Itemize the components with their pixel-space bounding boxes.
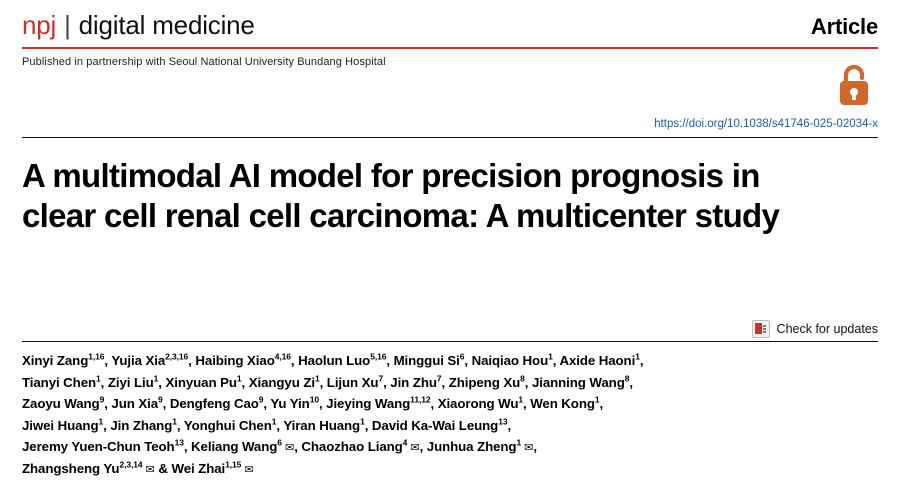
author-affiliation-marker: 6	[277, 437, 282, 448]
author-separator: ,	[188, 353, 196, 368]
author-separator: ,	[162, 396, 170, 412]
author-name: Haolun Luo	[298, 353, 371, 368]
doi-link[interactable]: https://doi.org/10.1038/s41746-025-02034-x	[654, 118, 878, 130]
author-affiliation-marker: 13	[174, 437, 184, 448]
author-name: Lijun Xu	[326, 374, 379, 390]
author-affiliation-marker: 13	[498, 416, 508, 427]
journal-brand	[22, 10, 255, 41]
author-line	[22, 393, 878, 415]
author-name: Jin Zhu	[390, 374, 437, 390]
author-affiliation-marker: 6	[459, 351, 465, 362]
author-affiliation-marker: 1	[98, 416, 104, 427]
author-name: Wei Zhai	[171, 460, 226, 476]
journal-brand-title: digital medicine	[78, 10, 255, 40]
author-affiliation-marker: 2,3,14	[119, 459, 143, 470]
author-separator: ,	[319, 374, 327, 390]
author-affiliation-marker: 9	[158, 394, 163, 405]
author-name: Jiwei Huang	[22, 417, 99, 433]
author-separator: ,	[383, 374, 391, 390]
author-separator: ,	[464, 353, 472, 368]
author-affiliation-marker: 1	[236, 373, 242, 384]
corresponding-author-email-icon[interactable]: ✉	[521, 442, 534, 455]
author-separator: ,	[441, 374, 449, 390]
author-affiliation-marker: 1	[360, 416, 365, 427]
author-affiliation-marker: 2,3,16	[165, 351, 189, 362]
author-name: Xinyi Zang	[22, 353, 89, 368]
author-name: Yujia Xia	[111, 353, 166, 368]
author-separator: ,	[176, 417, 184, 433]
author-affiliation-marker: 1	[314, 373, 320, 384]
author-affiliation-marker: 1,16	[88, 351, 105, 362]
author-affiliation-marker: 4	[402, 437, 408, 448]
author-name: Xinyuan Pu	[165, 374, 237, 390]
author-name: Xiangyu Zi	[248, 374, 315, 390]
author-affiliation-marker: 8	[624, 373, 630, 384]
author-line	[22, 415, 878, 437]
author-affiliation-marker: 7	[378, 373, 384, 384]
author-separator: ,	[104, 396, 112, 412]
author-separator: ,	[241, 374, 249, 390]
author-separator: ,	[158, 374, 166, 390]
authors-divider	[22, 341, 878, 342]
author-separator: ,	[599, 396, 604, 412]
author-separator: ,	[276, 417, 284, 433]
author-affiliation-marker: 1	[271, 416, 277, 427]
author-separator: ,	[629, 374, 633, 390]
author-name: Dengfeng Cao	[169, 396, 259, 412]
open-access-icon	[830, 60, 878, 112]
author-separator: ,	[104, 353, 112, 368]
author-affiliation-marker: 1	[172, 416, 177, 427]
author-affiliation-marker: 11,12	[410, 394, 431, 405]
author-name: Jun Xia	[111, 396, 158, 412]
author-name: Axide Haoni	[559, 353, 636, 368]
corresponding-author-email-icon[interactable]: ✉	[142, 463, 155, 476]
author-affiliation-marker: 1	[635, 351, 640, 362]
author-separator: ,	[552, 353, 560, 368]
author-affiliation-marker: 9	[258, 394, 264, 405]
author-name: Xiaorong Wu	[437, 396, 519, 412]
author-affiliation-marker: 5,16	[370, 351, 387, 362]
author-name: Zaoyu Wang	[22, 396, 100, 412]
doi-row	[22, 114, 878, 132]
author-line	[22, 350, 878, 372]
page-title: A multimodal AI model for precision prognosis in clear cell renal cell carcinoma: A multicenter study	[22, 157, 780, 234]
author-affiliation-marker: 8	[520, 373, 525, 384]
journal-brand-npj: npj	[22, 10, 57, 40]
author-name: Wen Kong	[530, 396, 595, 412]
author-affiliation-marker: 7	[436, 373, 442, 384]
author-name: Chaozhao Liang	[301, 439, 403, 455]
masthead-divider	[22, 47, 878, 49]
author-name: Junhua Zheng	[426, 439, 517, 455]
author-line	[22, 436, 878, 458]
author-affiliation-marker: 1	[96, 373, 101, 384]
author-separator: ,	[533, 439, 537, 455]
author-name: Keliang Wang	[191, 439, 278, 455]
author-separator: ,	[103, 417, 111, 433]
author-affiliation-marker: 10	[309, 394, 319, 405]
author-name: Ziyi Liu	[107, 374, 154, 390]
author-name: Yu Yin	[270, 396, 310, 412]
author-affiliation-marker: 1	[153, 373, 159, 384]
author-separator: ,	[522, 396, 531, 412]
author-separator: ,	[100, 374, 108, 390]
author-name: Zhangsheng Yu	[22, 460, 120, 476]
author-affiliation-marker: 1	[516, 437, 522, 448]
author-separator: ,	[430, 396, 438, 412]
author-affiliation-marker: 9	[99, 394, 105, 405]
author-name: Minggui Si	[393, 353, 460, 368]
author-affiliation-marker: 1	[594, 394, 600, 405]
author-line	[22, 372, 878, 394]
corresponding-author-email-icon[interactable]: ✉	[281, 442, 295, 455]
author-separator: ,	[639, 353, 644, 368]
author-list	[22, 350, 878, 480]
author-name: Jianning Wang	[531, 374, 625, 390]
author-separator: ,	[507, 417, 512, 433]
author-affiliation-marker: 4,16	[274, 351, 291, 362]
author-affiliation-marker: 1	[518, 394, 523, 405]
article-type-label: Article	[810, 14, 878, 39]
author-name: Jeremy Yuen-Chun Teoh	[22, 439, 175, 455]
author-separator: ,	[263, 396, 271, 412]
author-name: Tianyi Chen	[22, 374, 97, 390]
author-name: Naiqiao Hou	[471, 353, 549, 368]
author-separator: ,	[318, 396, 327, 412]
author-separator: ,	[294, 439, 302, 455]
author-affiliation-marker: 1,15	[225, 459, 242, 470]
corresponding-author-email-icon[interactable]: ✉	[241, 463, 254, 476]
journal-brand-separator: |	[64, 10, 71, 40]
author-separator: ,	[364, 417, 372, 433]
title-top-divider	[22, 137, 878, 138]
author-name: Jin Zhang	[110, 417, 173, 433]
partnership-statement: Published in partnership with Seoul National University Bundang Hospital	[22, 56, 386, 68]
author-separator: ,	[524, 374, 532, 390]
author-separator: ,	[386, 353, 394, 368]
author-name: David Ka-Wai Leung	[371, 417, 499, 433]
author-name: Zhipeng Xu	[448, 374, 521, 390]
author-name: Haibing Xiao	[195, 353, 275, 368]
check-for-updates[interactable]	[752, 320, 878, 338]
corresponding-author-email-icon[interactable]: ✉	[407, 442, 420, 455]
author-separator: ,	[290, 353, 299, 368]
author-name: Yonghui Chen	[183, 417, 272, 433]
author-name: Yiran Huang	[283, 417, 361, 433]
author-separator: ,	[183, 439, 192, 455]
author-line	[22, 458, 878, 480]
author-separator: ,	[419, 439, 427, 455]
masthead	[22, 0, 878, 41]
crossmark-badge-icon	[752, 320, 770, 338]
author-affiliation-marker: 1	[548, 351, 553, 362]
author-name: Jieying Wang	[326, 396, 411, 412]
author-separator: &	[154, 460, 172, 476]
check-for-updates-label: Check for updates	[776, 322, 878, 336]
